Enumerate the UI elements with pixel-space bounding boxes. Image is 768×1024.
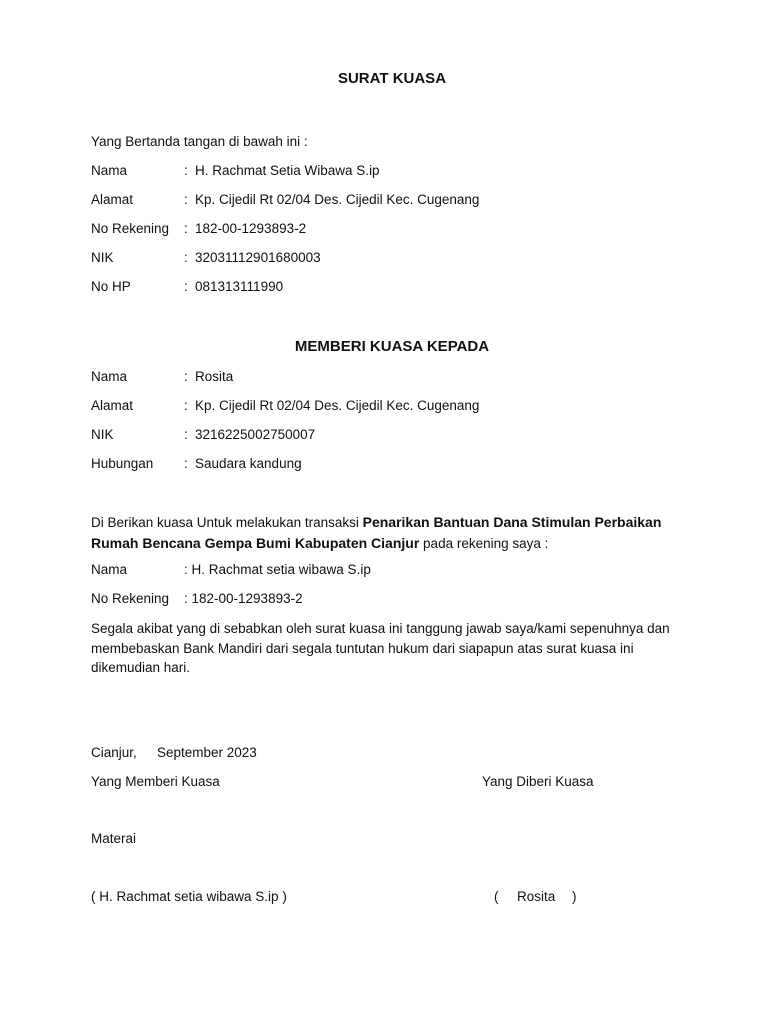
grantor-name-label: Nama [91,163,128,178]
grantee-relation-value: Saudara kandung [195,456,302,471]
stamp-label: Materai [91,831,137,846]
grantee-nik-label: NIK [91,427,114,442]
grantor-nik-value: 32031112901680003 [195,250,321,265]
grantee-heading: Yang Diberi Kuasa [482,774,594,789]
grantor-signature: ( H. Rachmat setia wibawa S.ip ) [91,889,287,904]
intro-text: Yang Bertanda tangan di bawah ini : [91,134,308,149]
grantor-address-colon: : [184,192,188,207]
grantee-address-label: Alamat [91,398,134,413]
grantor-phone-colon: : [184,279,188,294]
account-number-value: : 182-00-1293893-2 [184,591,303,606]
place-text: Cianjur, [91,745,137,760]
grantee-address-colon: : [184,398,188,413]
date-text: September 2023 [157,745,257,760]
grantee-name-colon: : [184,369,188,384]
section-title: MEMBERI KUASA KEPADA [294,338,490,355]
account-name-value: : H. Rachmat setia wibawa S.ip [184,562,371,577]
grantor-name-value: H. Rachmat Setia Wibawa S.ip [195,163,380,178]
grantee-signature-open: ( [494,889,499,904]
grantee-nik-colon: : [184,427,188,442]
grantor-account-value: 182-00-1293893-2 [195,221,307,236]
grantor-address-value: Kp. Cijedil Rt 02/04 Des. Cijedil Kec. Cugenang [195,192,480,207]
grantee-name-value: Rosita [195,369,234,384]
account-number-label: No Rekening [91,591,170,606]
grantor-account-label: No Rekening [91,221,170,236]
purpose-transaction: Penarikan Bantuan Dana Stimulan Perbaikan Rumah Bencana Gempa Bumi Kabupaten Cianjur [91,514,662,551]
grantee-relation-label: Hubungan [91,456,154,471]
grantor-address-label: Alamat [91,192,134,207]
grantor-account-colon: : [184,221,188,236]
grantor-phone-label: No HP [91,279,131,294]
account-name-label: Nama [91,562,128,577]
grantee-name-label: Nama [91,369,128,384]
grantor-name-colon: : [184,163,188,178]
purpose-prefix: Di Berikan kuasa Untuk melakukan transaksi [91,515,363,530]
grantee-nik-value: 3216225002750007 [195,427,316,442]
grantor-nik-colon: : [184,250,188,265]
grantor-phone-value: 081313111990 [195,279,284,294]
grantee-signature-name: Rosita [517,889,556,904]
liability-paragraph: Segala akibat yang di sebabkan oleh surat kuasa ini tanggung jawab saya/kami sepenuhnya dan membebaskan Bank Mandiri dari segala tuntutan hukum dari siapapun atas surat kuasa ini dikemudian hari. [91,621,670,675]
grantee-address-value: Kp. Cijedil Rt 02/04 Des. Cijedil Kec. Cugenang [195,398,480,413]
document-title: SURAT KUASA [337,70,447,87]
purpose-paragraph [91,512,691,554]
grantee-signature-close: ) [572,889,577,904]
purpose-suffix: pada rekening saya : [419,536,549,551]
grantor-heading: Yang Memberi Kuasa [91,774,220,789]
grantor-nik-label: NIK [91,250,114,265]
grantee-relation-colon: : [184,456,188,471]
